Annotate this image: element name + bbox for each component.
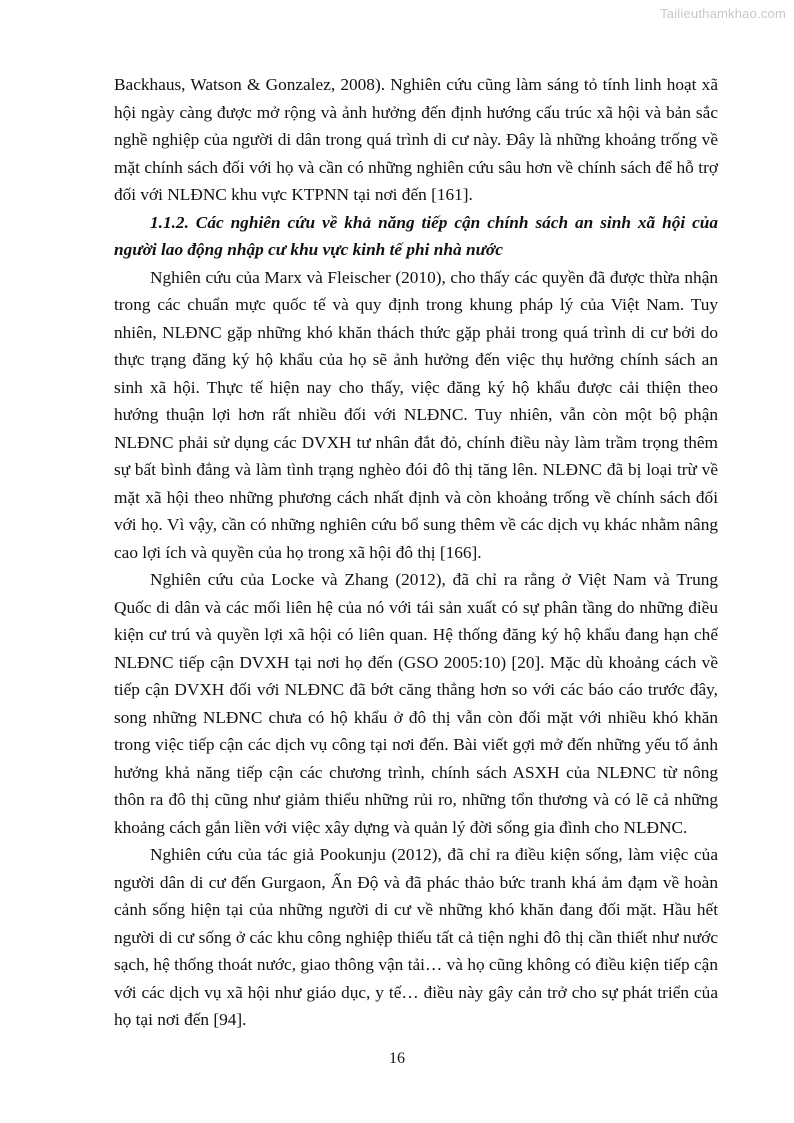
section-heading: 1.1.2. Các nghiên cứu về khả năng tiếp cận chính sách an sinh xã hội của người lao động nhập cư khu vực kinh tế phi nhà nước bbox=[114, 212, 718, 259]
paragraph-pookunju: Nghiên cứu của tác giả Pookunju (2012), đã chỉ ra điều kiện sống, làm việc của người dân di cư đến Gurgaon, Ấn Độ và đã phác thảo bức tranh khá ảm đạm về hoàn cảnh sống hiện tại của những người di cư về những khó khăn đang đối mặt. Hầu hết người di cư sống ở các khu công nghiệp thiếu tất cả tiện nghi đô thị cần thiết như nước sạch, hệ thống thoát nước, giao thông vận tải… và họ cũng không có điều kiện tiếp cận với các dịch vụ xã hội như giáo dục, y tế… điều này gây cản trở cho sự phát triển của họ tại nơi đến [94]. bbox=[114, 845, 718, 1029]
paragraph-continuation: Backhaus, Watson & Gonzalez, 2008). Nghiên cứu cũng làm sáng tỏ tính linh hoạt xã hội ngày càng được mở rộng và ảnh hưởng đến định hướng cấu trúc xã hội và bản sắc nghề nghiệp của người di dân trong quá trình di cư này. Đây là những khoảng trống về mặt chính sách đối với họ và cần có những nghiên cứu sâu hơn về chính sách để hỗ trợ đối với NLĐNC khu vực KTPNN tại nơi đến [161]. bbox=[114, 75, 718, 204]
watermark-text: Tailieuthamkhao.com bbox=[660, 6, 786, 21]
paragraph-marx-fleischer: Nghiên cứu của Marx và Fleischer (2010), cho thấy các quyền đã được thừa nhận trong các chuẩn mực quốc tế và quy định trong khung pháp lý của Việt Nam. Tuy nhiên, NLĐNC gặp những khó khăn thách thức gặp phải trong quá trình di cư bởi do thực trạng đăng ký hộ khẩu của họ sẽ ảnh hưởng đến việc thụ hưởng chính sách an sinh xã hội. Thực tế hiện nay cho thấy, việc đăng ký hộ khẩu được cải thiện theo hướng thuận lợi hơn rất nhiều đối với NLĐNC. Tuy nhiên, vẫn còn một bộ phận NLĐNC phải sử dụng các DVXH tư nhân đắt đỏ, chính điều này làm trầm trọng thêm sự bất bình đẳng và làm tình trạng nghèo đói đô thị tăng lên. NLĐNC đã bị loại trừ về mặt xã hội theo những phương cách nhất định và còn khoảng trống về chính sách đối với họ. Vì vậy, cần có những nghiên cứu bổ sung thêm về các dịch vụ khác nhằm nâng cao lợi ích và quyền của họ trong xã hội đô thị [166]. bbox=[114, 267, 718, 562]
paragraph-locke-zhang: Nghiên cứu của Locke và Zhang (2012), đã chỉ ra rằng ở Việt Nam và Trung Quốc di dân và các mối liên hệ của nó với tái sản xuất có sự phân tầng do những điều kiện cư trú và quyền lợi xã hội có liên quan. Hệ thống đăng ký hộ khẩu đang hạn chế NLĐNC tiếp cận DVXH tại nơi họ đến (GSO 2005:10) [20]. Mặc dù khoảng cách về tiếp cận DVXH đối với NLĐNC đã bớt căng thẳng hơn so với các báo cáo trước đây, song những NLĐNC chưa có hộ khẩu ở đô thị vẫn còn đối mặt với nhiều khó khăn trong việc tiếp cận các dịch vụ công tại nơi đến. Bài viết gợi mở đến những yếu tố ảnh hưởng khả năng tiếp cận các chương trình, chính sách ASXH của NLĐNC từ nông thôn ra đô thị cũng như giảm thiểu những rủi ro, những tổn thương và có lẽ cả những khoảng cách gắn liền với việc xây dựng và quản lý đời sống gia đình cho NLĐNC. bbox=[114, 570, 718, 837]
page-body bbox=[114, 71, 718, 1034]
page-number: 16 bbox=[389, 1050, 405, 1067]
